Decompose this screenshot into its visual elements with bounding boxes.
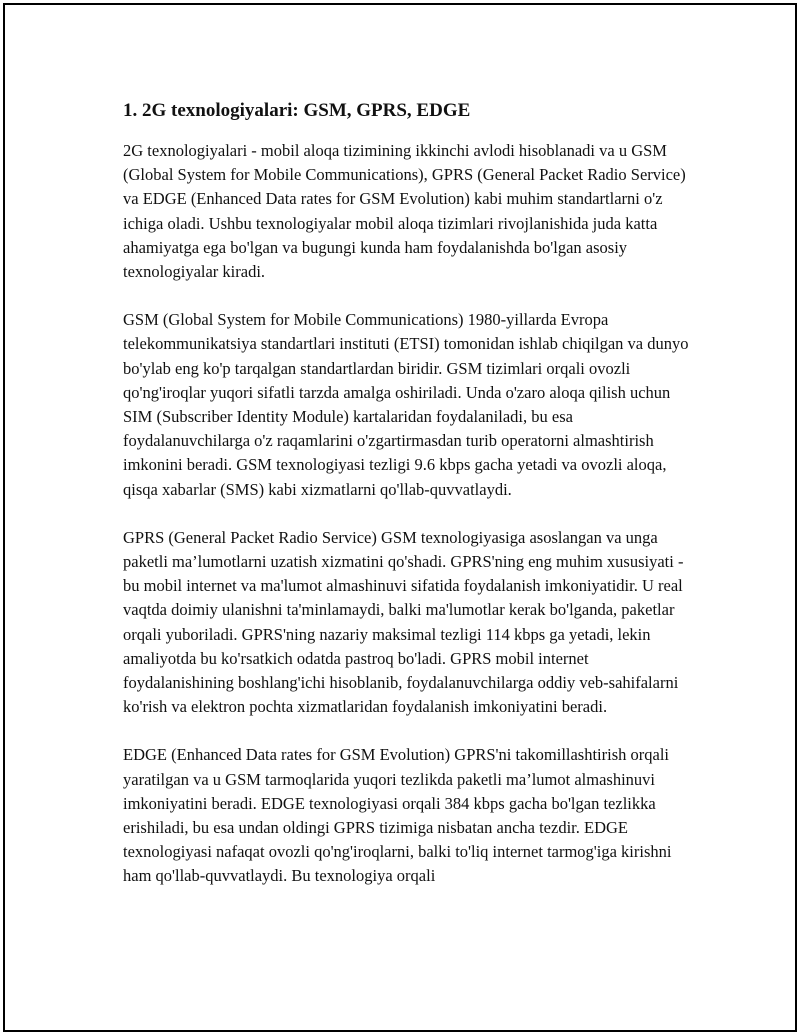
paragraph-edge: EDGE (Enhanced Data rates for GSM Evolution) GPRS'ni takomillashtirish orqali yaratilgan va u GSM tarmoqlarida yuqori tezlikda paketli ma’lumot almashinuvi imkoniyatini beradi. EDGE texnologiyasi orqali 384 kbps gacha bo'lgan tezlikka erishiladi, bu esa undan oldingi GPRS tizimiga nisbatan ancha tezdir. EDGE texnologiyasi nafaqat ovozli qo'ng'iroqlarni, balki to'liq internet tarmog'iga kirishni ham qo'llab-quvvatlaydi. Bu texnologiya orqali <box>123 745 672 886</box>
paragraph-gsm: GSM (Global System for Mobile Communications) 1980-yillarda Evropa telekommunikatsiya standartlari instituti (ETSI) tomonidan ishlab chiqilgan va dunyo bo'ylab eng ko'p tarqalgan standartlardan biridir. GSM tizimlari orqali ovozli qo'ng'iroqlar yuqori sifatli tarzda amalga oshiriladi. Unda o'zaro aloqa qilish uchun SIM (Subscriber Identity Module) kartalaridan foydalaniladi, bu esa foydalanuvchilarga o'z raqamlarini o'zgartirmasdan turib operatorni almashtirish imkonini beradi. GSM texnologiyasi tezligi 9.6 kbps gacha yetadi va ovozli aloqa, qisqa xabarlar (SMS) kabi xizmatlarni qo'llab-quvvatlaydi. <box>123 310 689 499</box>
paragraph-intro: 2G texnologiyalari - mobil aloqa tizimining ikkinchi avlodi hisoblanadi va u GSM (Global System for Mobile Communications), GPRS (General Packet Radio Service) va EDGE (Enhanced Data rates for GSM Evolution) kabi muhim standartlarni o'z ichiga oladi. Ushbu texnologiyalar mobil aloqa tizimlari rivojlanishida juda katta ahamiyatga ega bo'lgan va bugungi kunda ham foydalanishda bo'lgan asosiy texnologiyalar kiradi. <box>123 141 686 282</box>
paragraph-gprs: GPRS (General Packet Radio Service) GSM texnologiyasiga asoslangan va unga paketli ma’lumotlarni uzatish xizmatini qo'shadi. GPRS'ning eng muhim xususiyati - bu mobil internet va ma'lumot almashinuvi sifatida foydalanish imkoniyatidir. U real vaqtda doimiy ulanishni ta'minlamaydi, balki ma'lumotlar kerak bo'lganda, paketlar orqali yuboriladi. GPRS'ning nazariy maksimal tezligi 114 kbps ga yetadi, lekin amaliyotda bu ko'rsatkich odatda pastroq bo'ladi. GPRS mobil internet foydalanishining boshlang'ichi hisoblanib, foydalanuvchilarga oddiy veb-sahifalarni ko'rish va elektron pochta xizmatlaridan foydalanish imkoniyatini beradi. <box>123 527 684 717</box>
document-body <box>123 99 693 889</box>
section-heading: 1. 2G texnologiyalari: GSM, GPRS, EDGE <box>123 100 471 121</box>
page-frame <box>3 3 797 1032</box>
